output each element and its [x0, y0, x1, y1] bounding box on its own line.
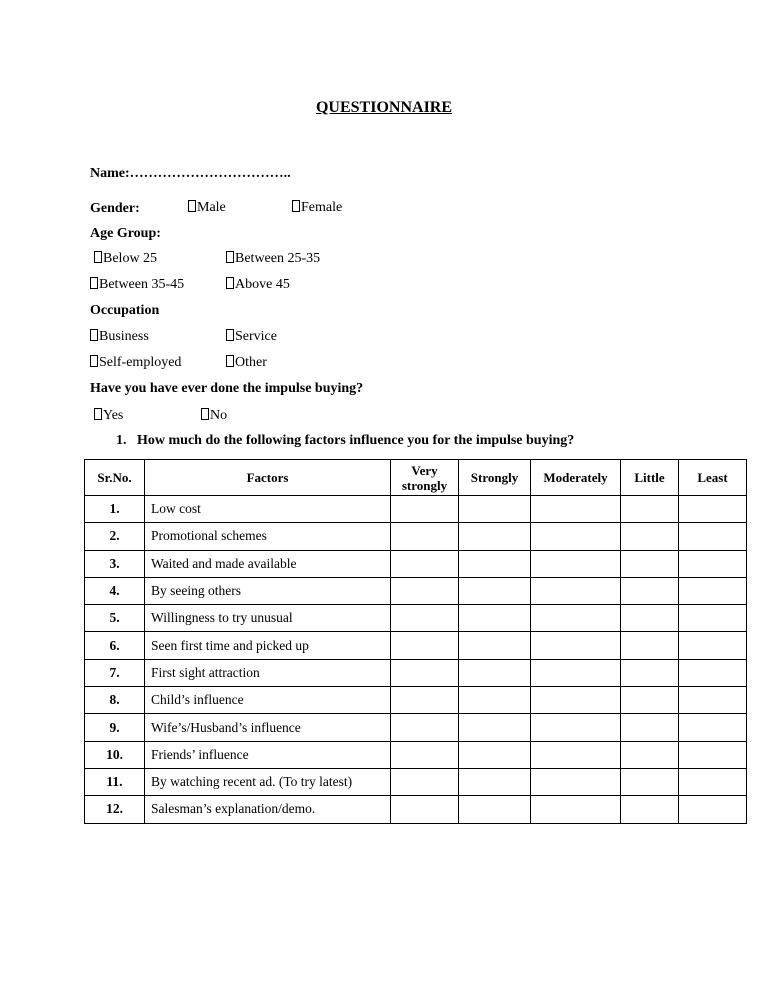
rating-cell-little[interactable] — [621, 714, 679, 741]
row-sr-no: 10. — [85, 741, 145, 768]
age-option-above-45[interactable]: Above 45 — [226, 277, 290, 293]
rating-cell-little[interactable] — [621, 523, 679, 550]
rating-cell-strongly[interactable] — [459, 741, 531, 768]
row-factor: Salesman’s explanation/demo. — [145, 796, 391, 823]
checkbox-icon[interactable] — [94, 251, 102, 263]
gender-option-male[interactable]: Male — [188, 200, 226, 216]
rating-cell-least[interactable] — [679, 687, 747, 714]
table-row — [85, 632, 747, 659]
impulse-option-yes[interactable]: Yes — [94, 408, 123, 424]
rating-cell-least[interactable] — [679, 523, 747, 550]
rating-cell-little[interactable] — [621, 659, 679, 686]
checkbox-icon[interactable] — [94, 408, 102, 420]
rating-cell-little[interactable] — [621, 577, 679, 604]
rating-cell-strongly[interactable] — [459, 687, 531, 714]
table-row — [85, 523, 747, 550]
checkbox-icon[interactable] — [201, 408, 209, 420]
rating-cell-strongly[interactable] — [459, 714, 531, 741]
rating-cell-moderately[interactable] — [531, 659, 621, 686]
rating-cell-moderately[interactable] — [531, 605, 621, 632]
checkbox-icon[interactable] — [188, 200, 196, 212]
rating-cell-little[interactable] — [621, 632, 679, 659]
occupation-option-business[interactable]: Business — [90, 329, 149, 345]
rating-cell-very-strongly[interactable] — [391, 523, 459, 550]
rating-cell-least[interactable] — [679, 577, 747, 604]
rating-cell-least[interactable] — [679, 550, 747, 577]
rating-cell-moderately[interactable] — [531, 768, 621, 795]
name-field-label[interactable]: Name:…………………………….. — [90, 166, 291, 181]
rating-cell-little[interactable] — [621, 605, 679, 632]
age-option-25-35[interactable]: Between 25-35 — [226, 251, 320, 267]
rating-cell-very-strongly[interactable] — [391, 741, 459, 768]
rating-cell-moderately[interactable] — [531, 632, 621, 659]
rating-cell-little[interactable] — [621, 796, 679, 823]
rating-cell-moderately[interactable] — [531, 496, 621, 523]
rating-cell-very-strongly[interactable] — [391, 632, 459, 659]
table-row — [85, 605, 747, 632]
row-sr-no: 6. — [85, 632, 145, 659]
row-factor: Promotional schemes — [145, 523, 391, 550]
checkbox-icon[interactable] — [90, 329, 98, 341]
rating-cell-very-strongly[interactable] — [391, 796, 459, 823]
header-sr-no: Sr.No. — [85, 460, 145, 496]
rating-cell-very-strongly[interactable] — [391, 687, 459, 714]
checkbox-icon[interactable] — [226, 277, 234, 289]
row-sr-no: 7. — [85, 659, 145, 686]
rating-cell-little[interactable] — [621, 768, 679, 795]
row-sr-no: 5. — [85, 605, 145, 632]
occupation-option-service[interactable]: Service — [226, 329, 277, 345]
rating-cell-least[interactable] — [679, 768, 747, 795]
rating-cell-least[interactable] — [679, 496, 747, 523]
table-row — [85, 577, 747, 604]
row-factor: Waited and made available — [145, 550, 391, 577]
rating-cell-very-strongly[interactable] — [391, 659, 459, 686]
rating-cell-little[interactable] — [621, 741, 679, 768]
row-factor: Wife’s/Husband’s influence — [145, 714, 391, 741]
rating-cell-moderately[interactable] — [531, 796, 621, 823]
rating-cell-least[interactable] — [679, 741, 747, 768]
header-factors: Factors — [145, 460, 391, 496]
rating-cell-strongly[interactable] — [459, 605, 531, 632]
row-factor: Low cost — [145, 496, 391, 523]
rating-cell-very-strongly[interactable] — [391, 605, 459, 632]
rating-cell-very-strongly[interactable] — [391, 577, 459, 604]
checkbox-icon[interactable] — [226, 355, 234, 367]
rating-cell-very-strongly[interactable] — [391, 714, 459, 741]
row-sr-no: 11. — [85, 768, 145, 795]
rating-cell-moderately[interactable] — [531, 550, 621, 577]
rating-cell-least[interactable] — [679, 605, 747, 632]
question-1: 1. How much do the following factors influence you for the impulse buying? — [116, 433, 575, 448]
gender-option-female[interactable]: Female — [292, 200, 342, 216]
rating-cell-very-strongly[interactable] — [391, 768, 459, 795]
factors-table — [84, 459, 747, 824]
rating-cell-strongly[interactable] — [459, 577, 531, 604]
row-factor: By watching recent ad. (To try latest) — [145, 768, 391, 795]
table-row — [85, 714, 747, 741]
table-row — [85, 768, 747, 795]
rating-cell-strongly[interactable] — [459, 796, 531, 823]
row-factor: Friends’ influence — [145, 741, 391, 768]
rating-cell-moderately[interactable] — [531, 741, 621, 768]
row-sr-no: 3. — [85, 550, 145, 577]
rating-cell-moderately[interactable] — [531, 523, 621, 550]
row-factor: Child’s influence — [145, 687, 391, 714]
header-little: Little — [621, 460, 679, 496]
checkbox-icon[interactable] — [90, 355, 98, 367]
impulse-question: Have you have ever done the impulse buying? — [90, 381, 364, 396]
checkbox-icon[interactable] — [226, 329, 234, 341]
row-sr-no: 2. — [85, 523, 145, 550]
rating-cell-little[interactable] — [621, 687, 679, 714]
occupation-label: Occupation — [90, 303, 160, 318]
checkbox-icon[interactable] — [90, 277, 98, 289]
row-factor: Willingness to try unusual — [145, 605, 391, 632]
age-group-label: Age Group: — [90, 226, 161, 241]
occupation-option-other[interactable]: Other — [226, 355, 267, 371]
gender-label: Gender: — [90, 201, 140, 216]
table-row — [85, 796, 747, 823]
row-sr-no: 8. — [85, 687, 145, 714]
table-row — [85, 687, 747, 714]
rating-cell-strongly[interactable] — [459, 632, 531, 659]
rating-cell-least[interactable] — [679, 714, 747, 741]
header-strongly: Strongly — [459, 460, 531, 496]
table-row — [85, 496, 747, 523]
checkbox-icon[interactable] — [226, 251, 234, 263]
rating-cell-least[interactable] — [679, 796, 747, 823]
row-factor: By seeing others — [145, 577, 391, 604]
rating-cell-strongly[interactable] — [459, 523, 531, 550]
page-title: QUESTIONNAIRE — [315, 99, 453, 116]
age-option-35-45[interactable]: Between 35-45 — [90, 277, 184, 293]
row-sr-no: 1. — [85, 496, 145, 523]
row-factor: First sight attraction — [145, 659, 391, 686]
table-header-row — [85, 460, 747, 496]
rating-cell-strongly[interactable] — [459, 550, 531, 577]
rating-cell-little[interactable] — [621, 496, 679, 523]
occupation-option-self-employed[interactable]: Self-employed — [90, 355, 181, 371]
row-sr-no: 12. — [85, 796, 145, 823]
rating-cell-little[interactable] — [621, 550, 679, 577]
rating-cell-strongly[interactable] — [459, 496, 531, 523]
table-row — [85, 659, 747, 686]
rating-cell-moderately[interactable] — [531, 714, 621, 741]
checkbox-icon[interactable] — [292, 200, 300, 212]
rating-cell-moderately[interactable] — [531, 577, 621, 604]
rating-cell-strongly[interactable] — [459, 768, 531, 795]
header-moderately: Moderately — [531, 460, 621, 496]
impulse-option-no[interactable]: No — [201, 408, 227, 424]
rating-cell-least[interactable] — [679, 632, 747, 659]
rating-cell-least[interactable] — [679, 659, 747, 686]
table-row — [85, 741, 747, 768]
row-sr-no: 4. — [85, 577, 145, 604]
row-factor: Seen first time and picked up — [145, 632, 391, 659]
age-option-below-25[interactable]: Below 25 — [94, 251, 157, 267]
rating-cell-moderately[interactable] — [531, 687, 621, 714]
header-least: Least — [679, 460, 747, 496]
header-very-strongly: Very strongly — [391, 460, 459, 496]
table-row — [85, 550, 747, 577]
rating-cell-very-strongly[interactable] — [391, 550, 459, 577]
rating-cell-very-strongly[interactable] — [391, 496, 459, 523]
rating-cell-strongly[interactable] — [459, 659, 531, 686]
row-sr-no: 9. — [85, 714, 145, 741]
